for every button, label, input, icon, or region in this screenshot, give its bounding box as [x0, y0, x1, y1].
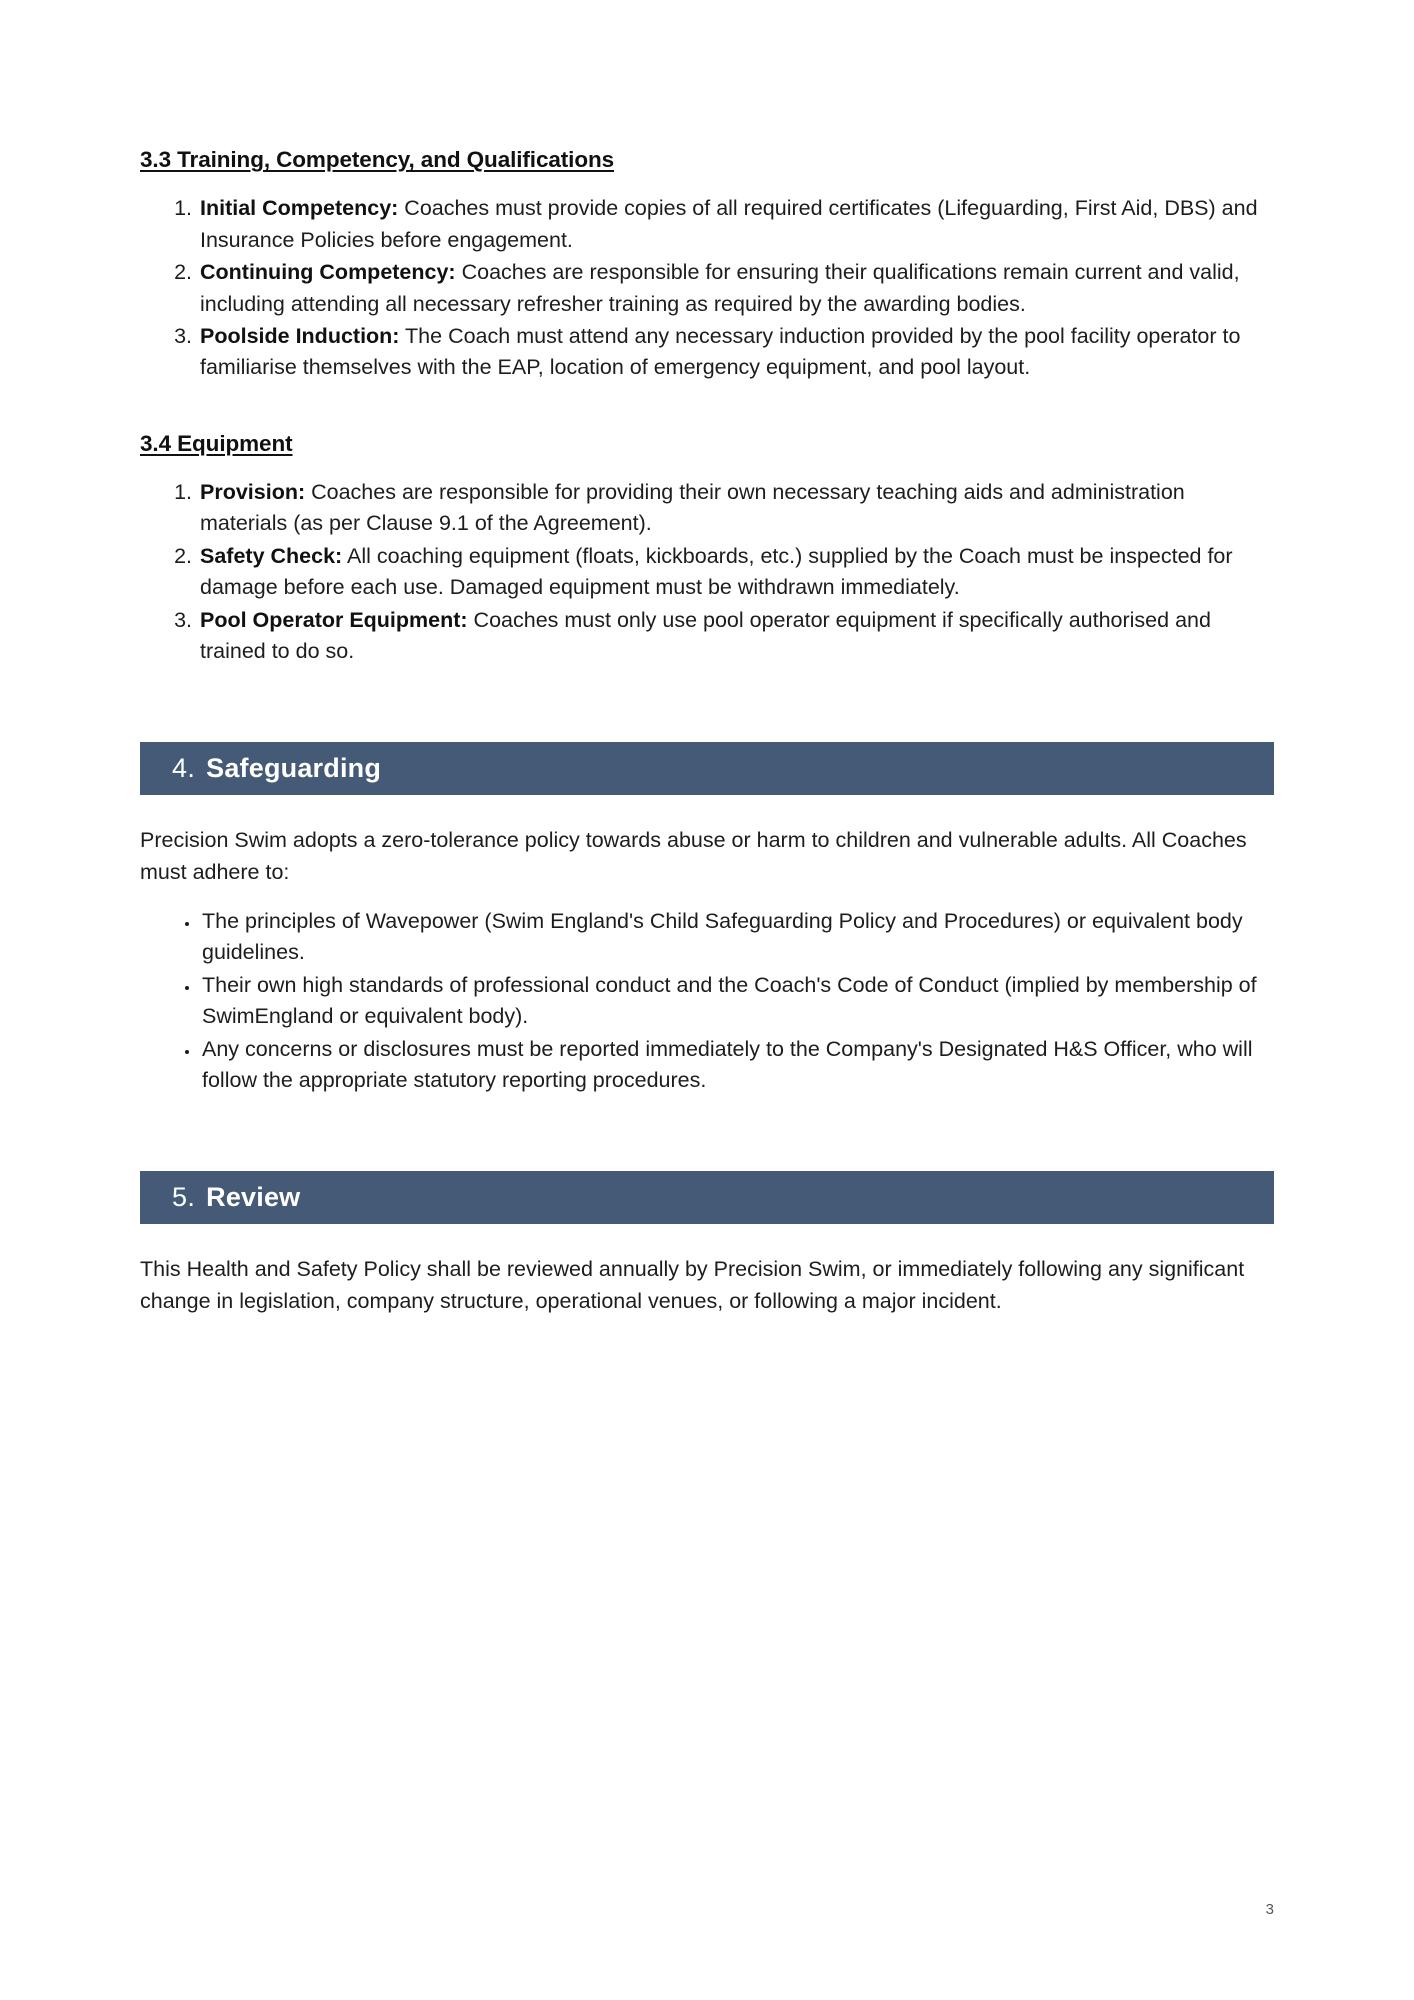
section-banner-review [140, 1171, 1274, 1224]
list-item: • The principles of Wavepower (Swim England's Child Safeguarding Policy and Procedures) or equivalent body guidelines. [200, 906, 1274, 969]
list-item-text: Coaches are responsible for providing their own necessary teaching aids and administration materials (as per Clause 9.1 of the Agreement). [200, 480, 1185, 536]
training-list [140, 193, 1274, 383]
list-item-lead: Pool Operator Equipment: [200, 607, 468, 632]
list-item-lead: Poolside Induction: [200, 323, 400, 348]
list-item [198, 477, 1274, 540]
safeguarding-bullets [140, 906, 1274, 1096]
section-number: 5. [172, 1182, 196, 1213]
list-item-text: Coaches must provide copies of all required certificates (Lifeguarding, First Aid, DBS) and Insurance Policies before engagement. [200, 196, 1258, 252]
review-body: This Health and Safety Policy shall be reviewed annually by Precision Swim, or immediately following any significant change in legislation, company structure, operational venues, or following a major incident. [140, 1257, 1245, 1313]
list-item [198, 541, 1274, 604]
page-content [140, 0, 1274, 1317]
list-item: • Their own high standards of professional conduct and the Coach's Code of Conduct (implied by membership of SwimEngland or equivalent body). [200, 970, 1274, 1033]
list-item-text: Coaches must only use pool operator equipment if specifically authorised and trained to do so. [200, 607, 1211, 663]
heading-3-3-training: 3.3 Training, Competency, and Qualifications [140, 147, 615, 172]
list-item-text: All coaching equipment (floats, kickboards, etc.) supplied by the Coach must be inspected for damage before each use. Damaged equipment must be withdrawn immediately. [200, 543, 1233, 600]
list-item-text: The Coach must attend any necessary induction provided by the pool facility operator to familiarise themselves with the EAP, location of emergency equipment, and pool layout. [200, 323, 1241, 380]
section-banner-safeguarding [140, 742, 1274, 795]
heading-3-4-equipment: 3.4 Equipment [140, 430, 293, 456]
list-item [198, 321, 1274, 384]
section-number: 4. [172, 753, 196, 784]
list-item [198, 193, 1274, 256]
list-item [198, 605, 1274, 668]
section-title: Review [206, 1182, 301, 1213]
list-item-lead: Provision: [200, 480, 306, 504]
section-title: Safeguarding [206, 753, 382, 784]
safeguarding-intro: Precision Swim adopts a zero-tolerance policy towards abuse or harm to children and vulnerable adults. All Coaches must adhere to: [140, 828, 1247, 884]
list-item: • Any concerns or disclosures must be reported immediately to the Company's Designated H&S Officer, who will follow the appropriate statutory reporting procedures. [200, 1034, 1274, 1097]
list-item-lead: Safety Check: [200, 543, 343, 568]
list-item-text: Coaches are responsible for ensuring their qualifications remain current and valid, including attending all necessary refresher training as required by the awarding bodies. [200, 260, 1240, 316]
equipment-list [140, 477, 1274, 667]
list-item-lead: Initial Competency: [200, 196, 399, 221]
list-item [198, 257, 1274, 320]
page-number: 3 [1265, 1901, 1274, 1918]
list-item-lead: Continuing Competency: [200, 260, 456, 285]
